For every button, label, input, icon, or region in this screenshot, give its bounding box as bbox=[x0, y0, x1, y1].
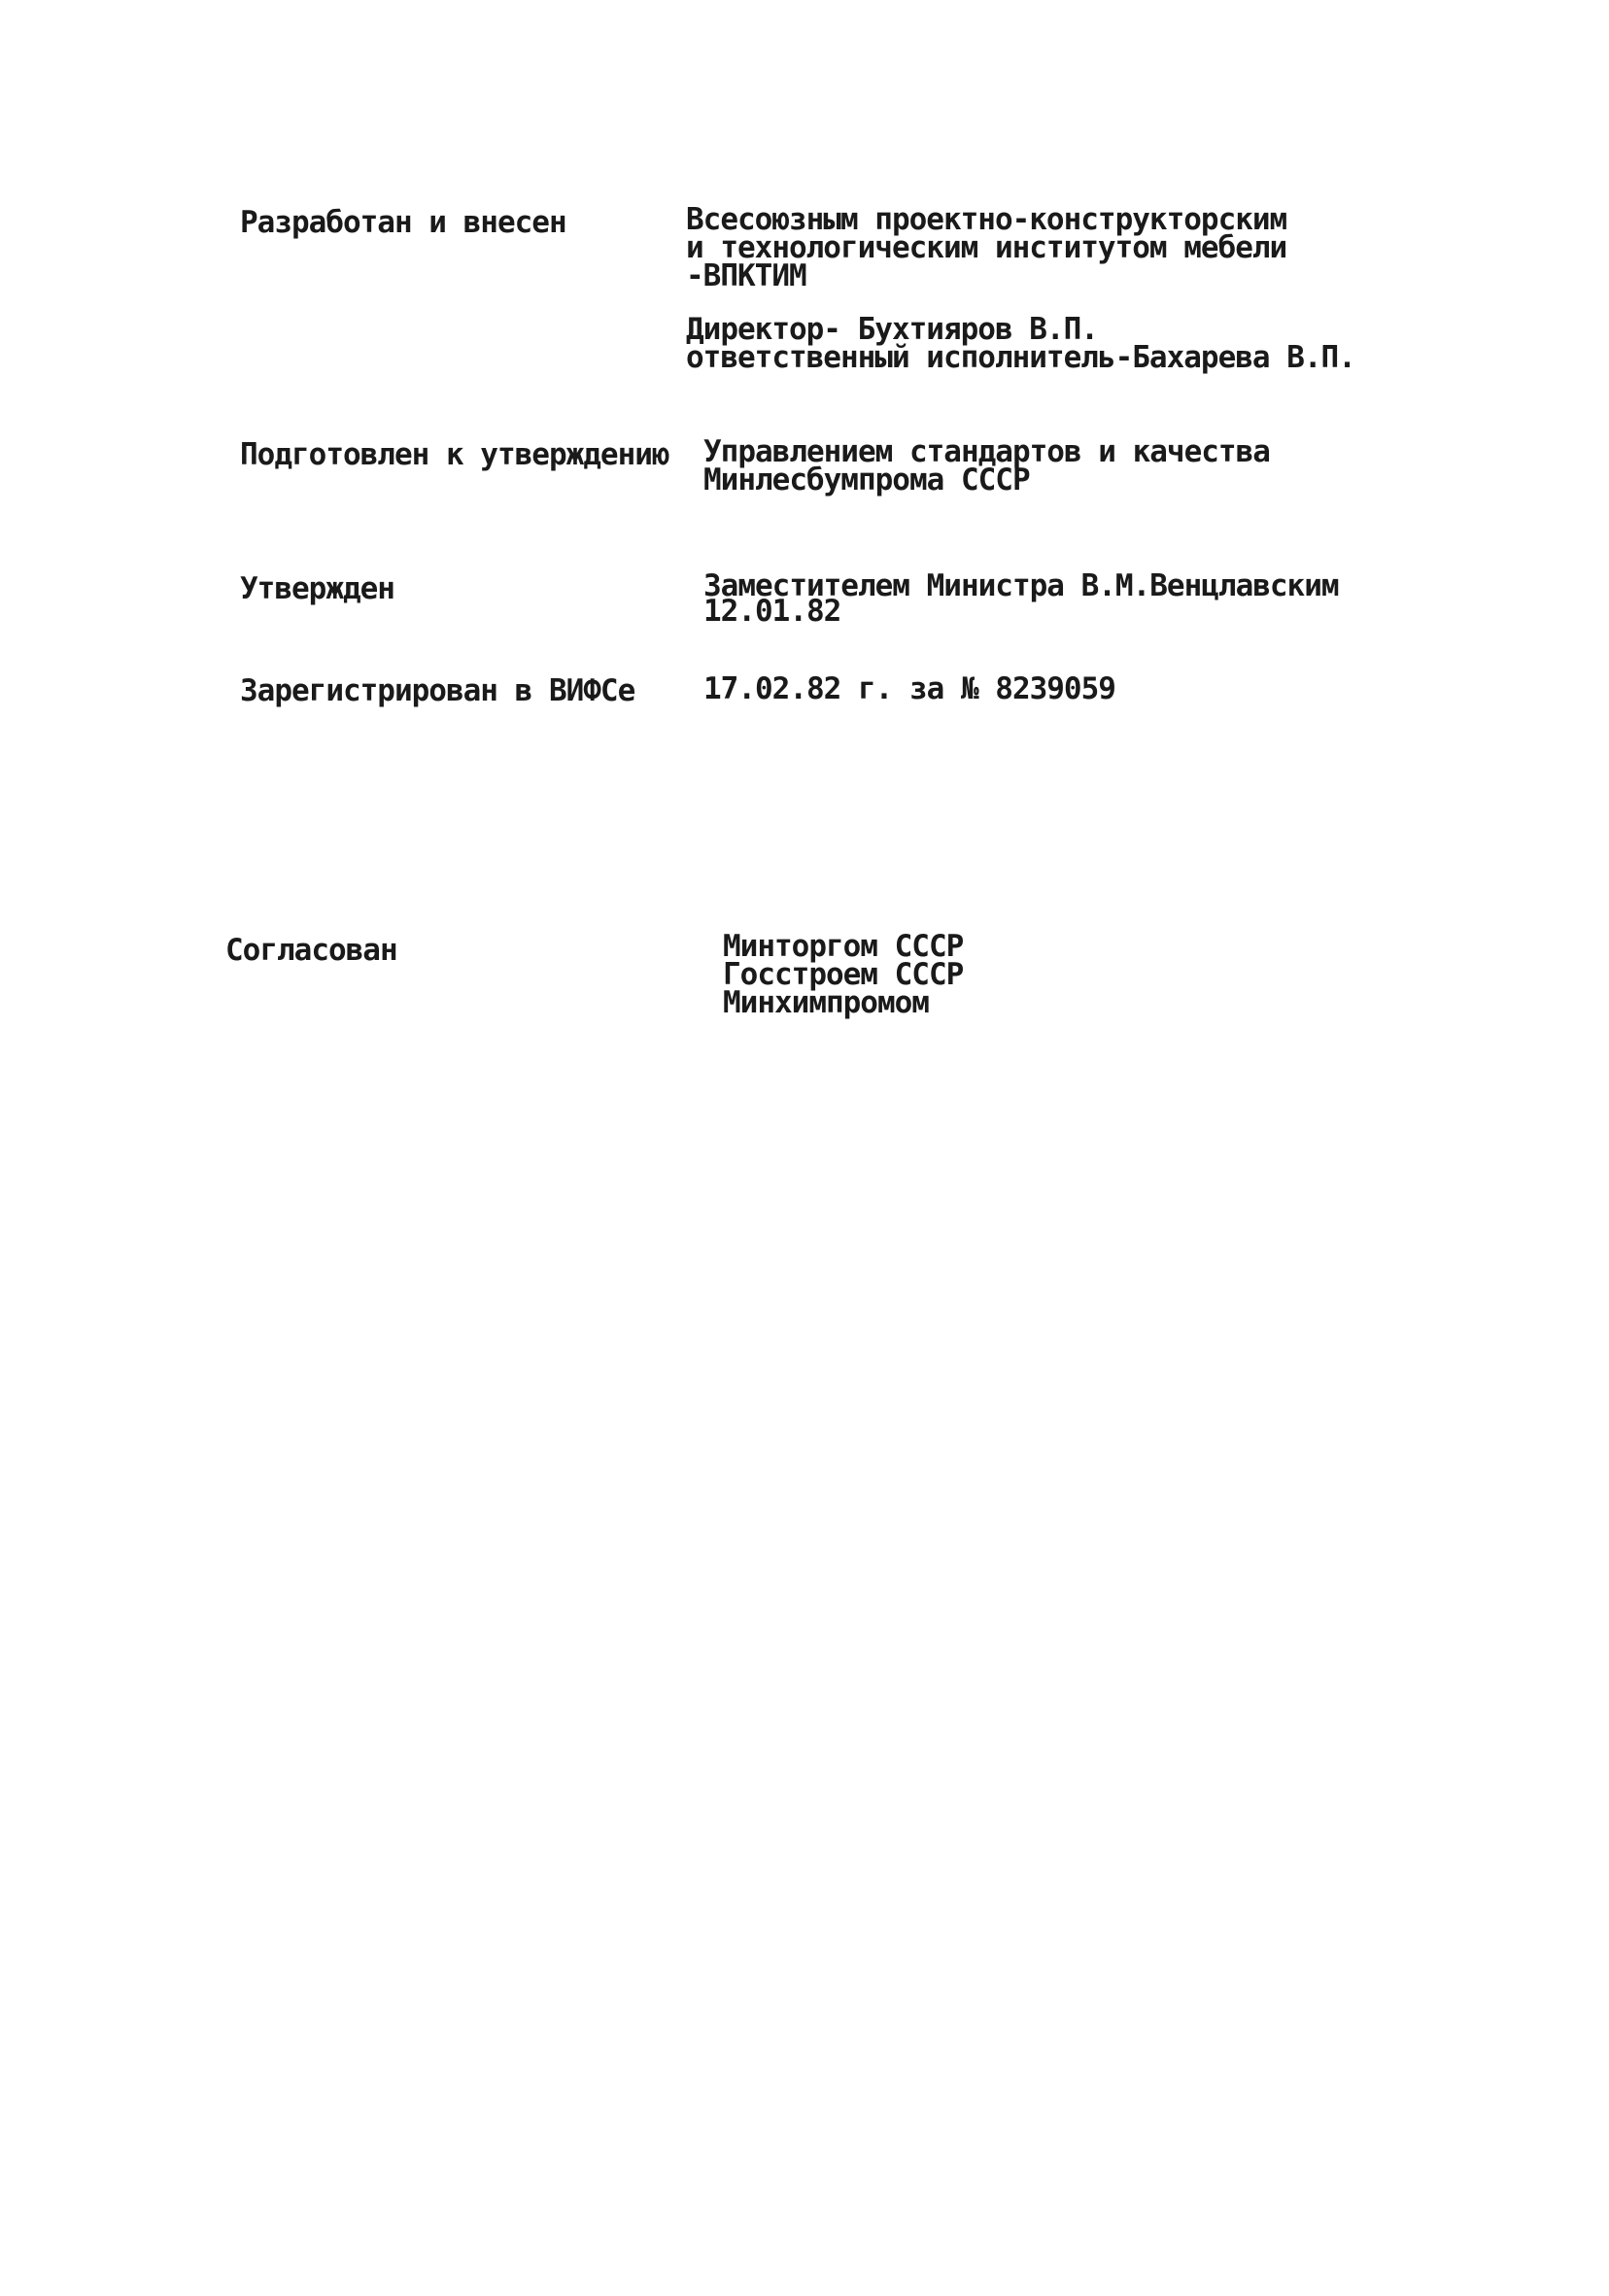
prepared-line-2: Минлесбумпрома СССР bbox=[703, 463, 1030, 497]
prepared-label: Подготовлен к утверждению bbox=[240, 437, 669, 472]
developed-value bbox=[686, 202, 1355, 375]
prepared-value bbox=[703, 434, 1270, 497]
developed-label: Разработан и внесен bbox=[240, 205, 566, 240]
registered-value bbox=[703, 671, 1115, 706]
developed-line-1: Всесоюзным проектно-конструкторским bbox=[686, 202, 1287, 237]
approved-label: Утвержден bbox=[240, 571, 394, 606]
developed-line-3: -ВПКТИМ bbox=[686, 258, 806, 293]
approved-line-1: Заместителем Министра В.М.Венцлавским bbox=[703, 568, 1339, 603]
director-line: Директор- Бухтияров В.П. bbox=[686, 312, 1098, 347]
agreed-value bbox=[723, 929, 964, 1020]
prepared-line-1: Управлением стандартов и качества bbox=[703, 434, 1270, 469]
agreed-line-1: Минторгом СССР bbox=[723, 929, 964, 964]
developed-line-2: и технологическим институтом мебели bbox=[686, 230, 1287, 265]
agreed-line-2: Госстроем СССР bbox=[723, 957, 964, 992]
approved-value bbox=[703, 568, 1339, 629]
registered-label: Зарегистрирован в ВИФСе bbox=[240, 673, 635, 708]
registered-line-1: 17.02.82 г. за № 8239059 bbox=[703, 671, 1115, 706]
agreed-label: Согласован bbox=[225, 933, 397, 968]
executor-line: ответственный исполнитель-Бахарева В.П. bbox=[686, 340, 1355, 375]
agreed-line-3: Минхимпромом bbox=[723, 985, 929, 1020]
approved-date: 12.01.82 bbox=[703, 594, 841, 629]
